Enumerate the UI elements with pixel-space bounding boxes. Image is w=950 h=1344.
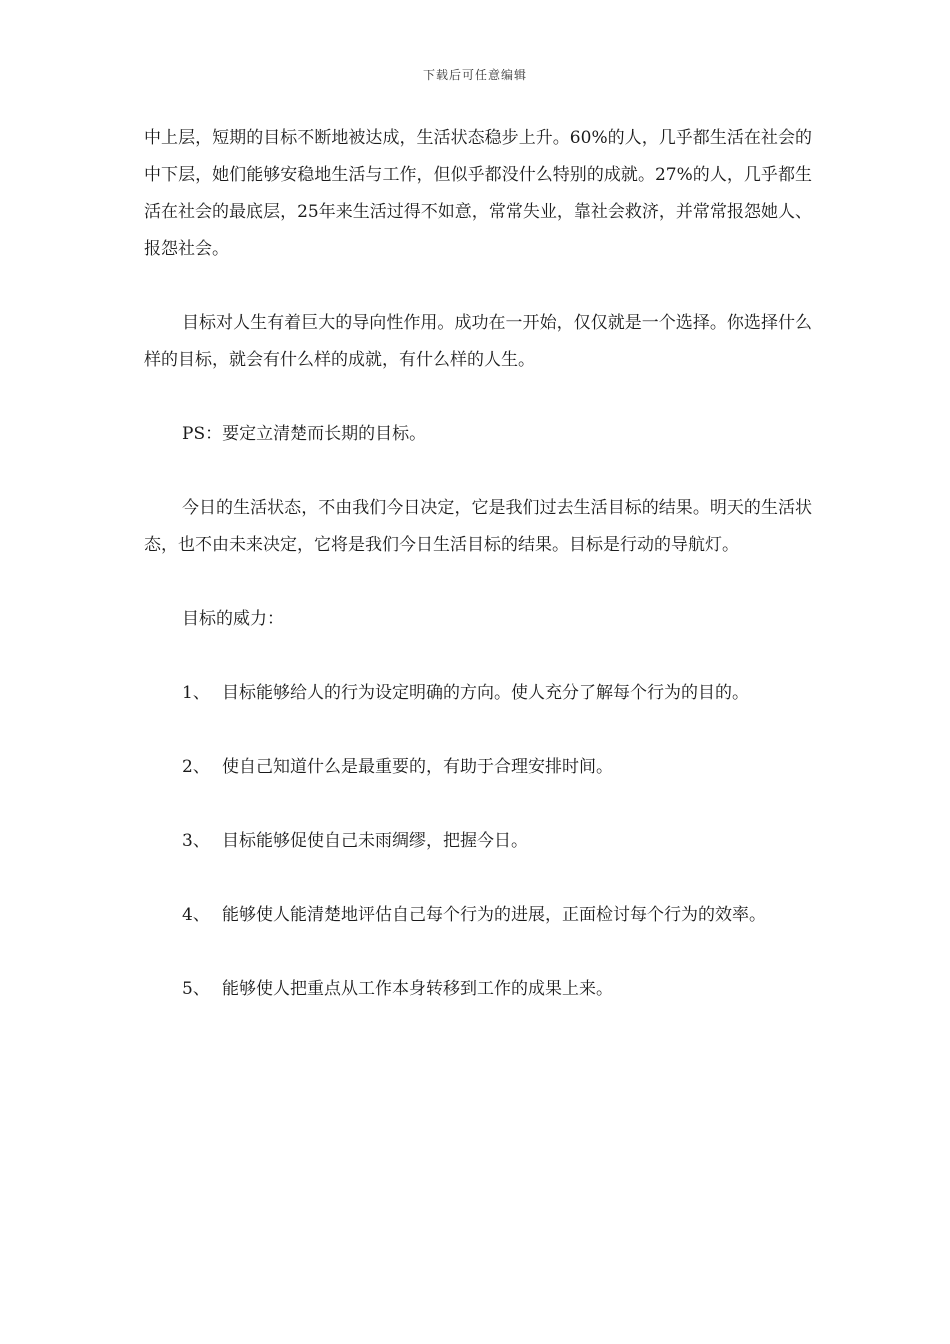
list-item-number: 3、 [182, 831, 210, 851]
paragraph-statistics: 中上层，短期的目标不断地被达成，生活状态稳步上升。60%的人，几乎都生活在社会的中下层，她们能够安稳地生活与工作，但似乎都没什么特别的成就。27%的人，几乎都生活在社会的最底层，25年来生活过得不如意，常常失业，靠社会救济，并常常报怨她人、报怨社会。 [144, 128, 812, 259]
list-item-text: 目标能够给人的行为设定明确的方向。使人充分了解每个行为的目的。 [222, 683, 749, 703]
list-item-text: 能够使人把重点从工作本身转移到工作的成果上来。 [222, 979, 613, 999]
list-item [144, 897, 812, 934]
list-item-number: 2、 [182, 757, 210, 777]
list-item-text: 目标能够促使自己未雨绸缪，把握今日。 [222, 831, 528, 851]
paragraph-life-state: 今日的生活状态，不由我们今日决定，它是我们过去生活目标的结果。明天的生活状态，也不由未来决定，它将是我们今日生活目标的结果。目标是行动的导航灯。 [144, 498, 812, 555]
list-item [144, 823, 812, 860]
page-header-note: 下载后可任意编辑 [422, 68, 527, 82]
list-item-text: 使自己知道什么是最重要的，有助于合理安排时间。 [222, 757, 613, 777]
list-item [144, 675, 812, 712]
list-item-number: 4、 [182, 905, 210, 925]
list-item-number: 5、 [182, 979, 210, 999]
list-item [144, 971, 812, 1008]
list-item [144, 749, 812, 786]
paragraph-ps-note: PS：要定立清楚而长期的目标。 [182, 424, 427, 444]
list-item-text: 能够使人能清楚地评估自己每个行为的进展，正面检讨每个行为的效率。 [222, 905, 766, 925]
paragraph-goal-guidance: 目标对人生有着巨大的导向性作用。成功在一开始，仅仅就是一个选择。你选择什么样的目标，就会有什么样的成就，有什么样的人生。 [144, 313, 812, 370]
document-body [144, 120, 812, 1008]
paragraph-goal-power-heading: 目标的威力： [182, 609, 284, 629]
list-item-number: 1、 [182, 683, 210, 703]
